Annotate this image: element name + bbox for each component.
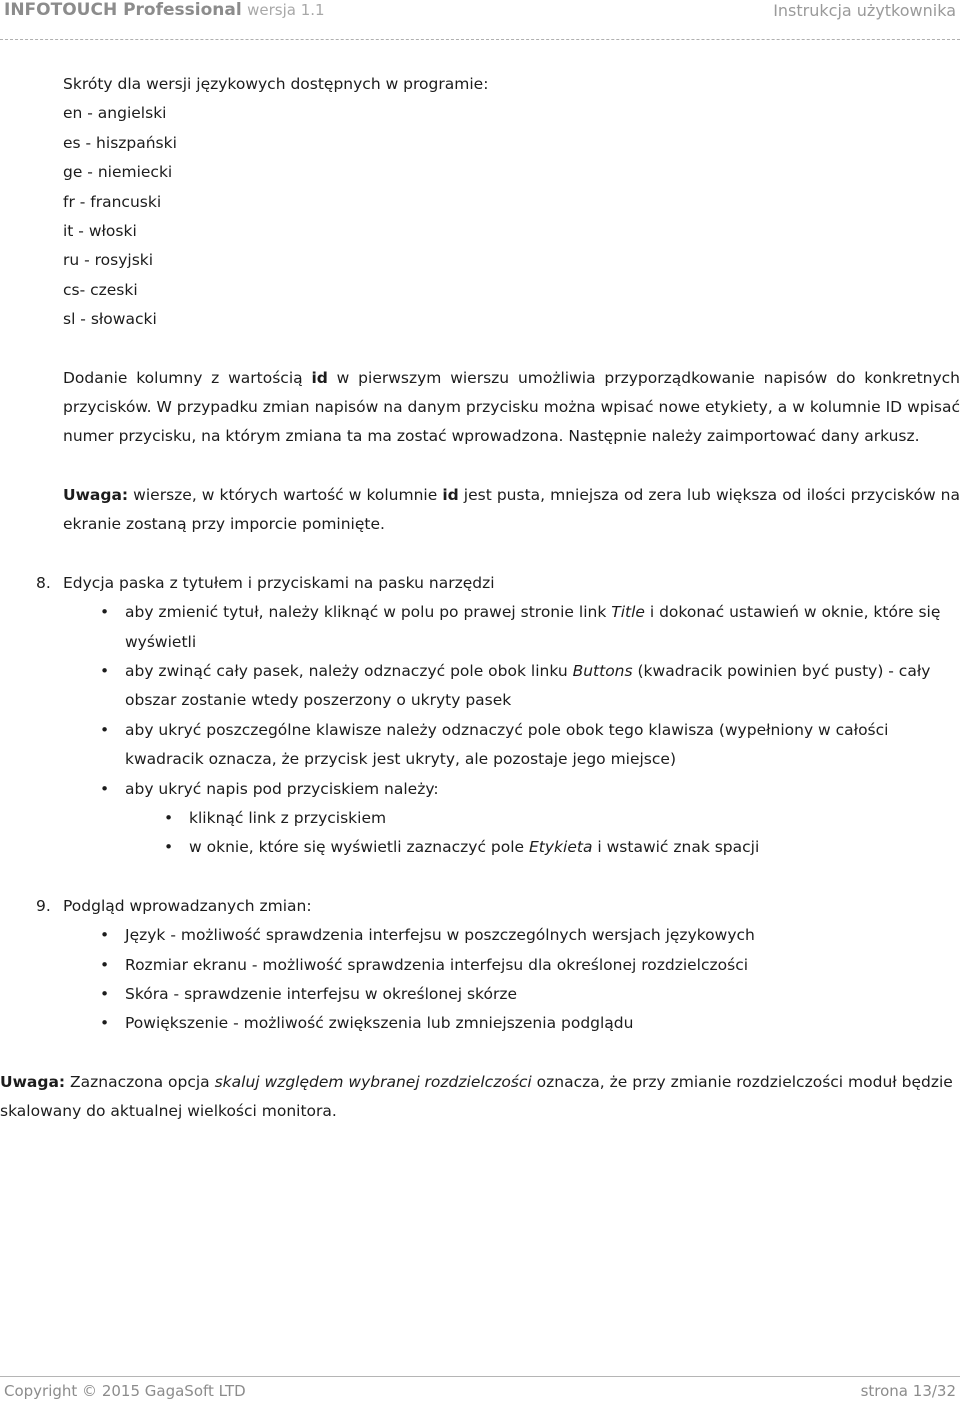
sub-list-item: • kliknąć link z przyciskiem	[0, 804, 960, 833]
section-8-bullets	[0, 598, 960, 863]
language-item: ru - rosyjski	[63, 251, 154, 270]
bullet-icon: •	[100, 779, 110, 798]
language-item: en - angielski	[63, 104, 167, 123]
id-keyword: id	[311, 368, 328, 387]
section-title: Podgląd wprowadzanych zmian:	[63, 896, 312, 915]
sub-list-item: • w oknie, które się wyświetli zaznaczyć pole Etykieta i wstawić znak spacji	[0, 833, 960, 862]
bullet-icon: •	[100, 720, 110, 739]
list-item: • aby ukryć napis pod przyciskiem należy: • kliknąć link z przyciskiem • w oknie, które się wyświetli zaznaczyć pole Etykieta i wstawić znak spacji	[0, 775, 960, 863]
language-intro: Skróty dla wersji językowych dostępnych w programie:	[63, 75, 489, 93]
list-item: • Język - możliwość sprawdzenia interfejsu w poszczególnych wersjach językowych	[0, 921, 960, 950]
list-item: • aby ukryć poszczególne klawisze należy odznaczyć pole obok tego klawisza (wypełniony w całości kwadracik oznacza, że przycisk jest ukryty, ale pozostaje jego miejsce)	[0, 716, 960, 775]
list-item: • aby zmienić tytuł, należy kliknąć w polu po prawej stronie link Title i dokonać ustawień w oknie, które się wyświetli	[0, 598, 960, 657]
bullet-icon: •	[100, 1014, 110, 1033]
bullet-icon: •	[100, 926, 110, 945]
page-footer	[0, 1370, 960, 1402]
language-item: fr - francuski	[63, 192, 162, 211]
document-body	[0, 70, 960, 1127]
section-title: Edycja paska z tytułem i przyciskami na pasku narzędzi	[63, 573, 495, 592]
section-9	[0, 892, 960, 921]
section-number: 8.	[36, 573, 51, 592]
bullet-icon: •	[100, 661, 110, 680]
copyright-text: Copyright © 2015 GagaSoft LTD	[4, 1382, 246, 1400]
id-keyword: id	[442, 485, 459, 504]
app-version: wersja 1.1	[247, 1, 325, 19]
warning-label: Uwaga:	[63, 485, 129, 504]
list-item: • Skóra - sprawdzenie interfejsu w określonej skórze	[0, 980, 960, 1009]
bullet-icon: •	[100, 955, 110, 974]
section-8	[0, 569, 960, 598]
language-list	[0, 70, 960, 335]
language-item: es - hiszpański	[63, 133, 177, 152]
bullet-icon: •	[100, 984, 110, 1003]
bullet-icon: •	[100, 603, 110, 622]
page-header	[0, 0, 960, 40]
list-item: • Powiększenie - możliwość zwiększenia lub zmniejszenia podglądu	[0, 1009, 960, 1038]
warning-empty-id: Uwaga: wiersze, w których wartość w kolumnie id jest pusta, mniejsza od zera lub większa od ilości przycisków na ekranie zostaną przy imporcie pominięte.	[63, 485, 960, 534]
warning-scaling: Uwaga: Zaznaczona opcja skaluj względem wybranej rozdzielczości oznacza, że przy zmianie rozdzielczości moduł będzie skalowany do aktualnej wielkości monitora.	[0, 1072, 953, 1121]
language-item: ge - niemiecki	[63, 163, 173, 182]
id-column-paragraph: Dodanie kolumny z wartością id w pierwszym wierszu umożliwia przyporządkowanie napisów do konkretnych przycisków. W przypadku zmian napisów na danym przycisku można wpisać nowe etykiety, a w kolumnie ID wpisać numer przycisku, na którym zmiana ta ma zostać wprowadzona. Następnie należy zaimportować dany arkusz.	[63, 368, 960, 446]
warning-label: Uwaga:	[0, 1072, 66, 1091]
language-item: sl - słowacki	[63, 310, 157, 329]
app-name: INFOTOUCH Professional	[4, 0, 242, 20]
list-item: • aby zwinąć cały pasek, należy odznaczyć pole obok linku Buttons (kwadracik powinien być pusty) - cały obszar zostanie wtedy poszerzony o ukryty pasek	[0, 657, 960, 716]
footer-divider	[0, 1376, 960, 1377]
list-item: • Rozmiar ekranu - możliwość sprawdzenia interfejsu dla określonej rozdzielczości	[0, 951, 960, 980]
sub-bullets	[125, 804, 960, 863]
section-number: 9.	[36, 896, 51, 915]
header-divider	[0, 39, 960, 40]
page-number: strona 13/32	[860, 1382, 956, 1400]
bullet-icon: •	[164, 808, 174, 827]
header-doc-title: Instrukcja użytkownika	[773, 1, 956, 20]
language-item: it - włoski	[63, 222, 137, 241]
header-app-title	[4, 0, 325, 20]
section-9-bullets	[0, 921, 960, 1039]
bullet-icon: •	[164, 838, 174, 857]
language-item: cs- czeski	[63, 280, 138, 299]
